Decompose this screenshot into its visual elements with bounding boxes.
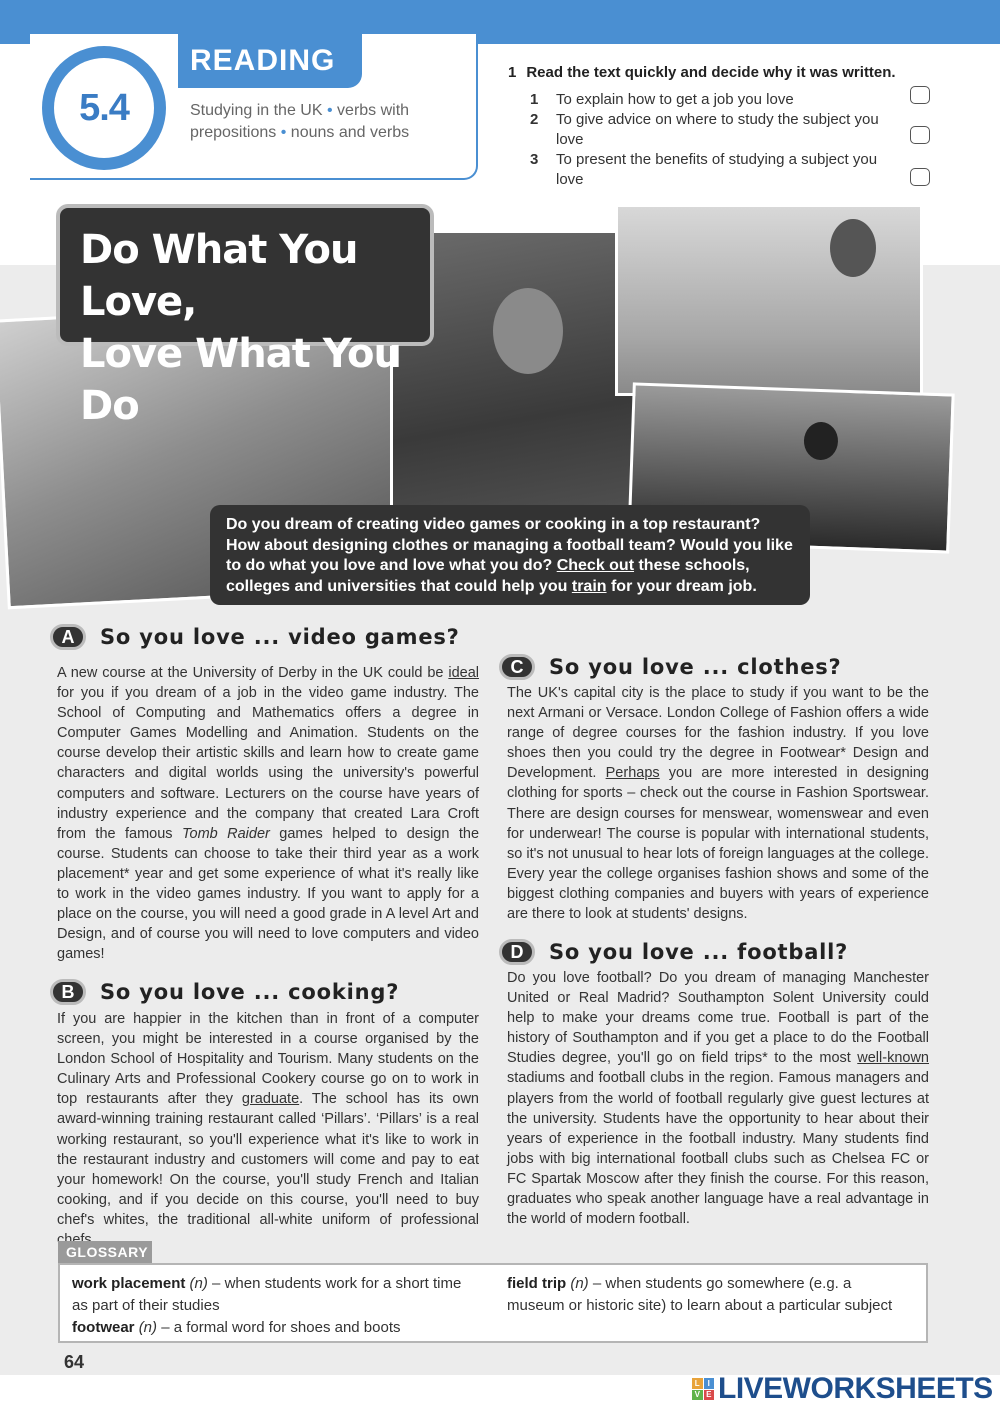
bullet-separator: • xyxy=(280,124,287,141)
article-title-line-2: Love What You Do xyxy=(80,331,401,429)
section-c-text xyxy=(507,683,929,924)
text-run: games helped to design the course. Students can choose to take their third year as a work placement* year and get some experience of what it's really like to work in the video games industry. If you want to apply for a place on the course, you will need a good grade in A level Art and Design, and of course you will need to love computers and video games! xyxy=(57,825,480,963)
option-1-checkbox[interactable] xyxy=(910,86,930,104)
option-text: To give advice on where to study the subject you love xyxy=(556,111,879,148)
option-number: 2 xyxy=(530,111,539,128)
designer-face xyxy=(830,219,876,277)
glossary-pos: (n) xyxy=(570,1275,589,1292)
glossary-label: GLOSSARY xyxy=(58,1241,152,1263)
section-b-title: So you love ... cooking? xyxy=(100,980,400,1004)
glossary-entry-footwear xyxy=(72,1317,472,1339)
section-b-badge: B xyxy=(50,979,86,1005)
glossary-definition: – when students work for a short time as part of their studies xyxy=(72,1275,462,1314)
article-title-box xyxy=(56,204,434,429)
glossary-definition: – when students go somewhere (e.g. a museum or historic site) to learn about a particular subject xyxy=(507,1275,893,1314)
instruction-text: Read the text quickly and decide why it was written. xyxy=(526,64,896,81)
section-label: READING xyxy=(178,34,362,88)
glossary-pos: (n) xyxy=(138,1319,158,1336)
section-d-heading xyxy=(499,939,848,965)
option-text: To present the benefits of studying a subject you love xyxy=(556,151,878,188)
brand-name: LIVEWORKSHEETS xyxy=(718,1372,993,1405)
text-run: Do you love football? Do you dream of managing Manchester United or Real Madrid? Southampton Solent University could help to make your dreams come true. Football is part of the history of Southampton and if you get a place to do the Football Studies degree, you'll go on field trips* to the most xyxy=(507,970,929,1067)
option-3-checkbox[interactable] xyxy=(910,168,930,186)
option-text: To explain how to get a job you love xyxy=(556,91,794,108)
student-face xyxy=(493,288,563,374)
glossary-term: work placement xyxy=(72,1275,186,1292)
text-run: stadiums and football clubs in the region. Famous managers and players from the world of football regularly give guest lectures at the university. Students have the opportunity to hear about their years of experience in the football industry. Many students find jobs with big international football clubs such as Chelsea FC or FC Spartak Moscow after they finish the course. For this reason, graduates who speak another language have a real advantage in the world of modern football. xyxy=(507,1070,929,1228)
glossary-box xyxy=(58,1263,928,1343)
text-run: for you if you dream of a job in the video game industry. The School of Computing and Mathematics offers a degree in Computer Games Modelling and Animation. Students on the course develop their artistic skills and learn how to create game characters and digital worlds using the university's powerful computers and software. Lecturers on the course have years of industry experience and the company that created Lara Croft from the famous xyxy=(57,685,479,842)
article-title-line-1: Do What You Love, xyxy=(80,227,358,325)
section-a-title: So you love ... video games? xyxy=(100,625,460,649)
subtitle-topic-1: Studying in the UK xyxy=(190,102,323,119)
section-d-badge: D xyxy=(499,939,535,965)
option-2 xyxy=(508,110,908,150)
section-c-badge: C xyxy=(499,654,535,680)
intro-text: these schools, colleges and universities that could help you xyxy=(226,557,750,595)
section-a-badge: A xyxy=(50,624,86,650)
glossary-definition: – a formal word for shoes and boots xyxy=(157,1319,401,1336)
glossary-term: footwear xyxy=(72,1319,135,1336)
section-c-heading xyxy=(499,654,842,680)
article-intro xyxy=(210,505,810,605)
subtitle-topic-2: verbs with prepositions xyxy=(190,102,410,141)
liveworksheets-icon: L I V E xyxy=(692,1378,714,1400)
section-d-title: So you love ... football? xyxy=(549,940,849,964)
section-d-text xyxy=(507,968,929,1229)
bullet-separator: • xyxy=(326,102,333,119)
option-number: 1 xyxy=(530,91,539,108)
vocab-train: train xyxy=(571,577,607,595)
option-number: 3 xyxy=(530,151,539,168)
text-run: A new course at the University of Derby in the UK could be xyxy=(57,665,449,681)
option-3 xyxy=(508,150,908,190)
vocab-perhaps: Perhaps xyxy=(605,765,660,782)
glossary-left-column xyxy=(72,1273,472,1339)
liveworksheets-logo[interactable] xyxy=(692,1372,993,1406)
section-b-heading xyxy=(50,979,399,1005)
fan-silhouette xyxy=(803,421,838,460)
section-a-heading xyxy=(50,624,460,650)
tomb-raider-title: Tomb Raider xyxy=(181,825,270,842)
vocab-check-out: Check out xyxy=(556,557,635,574)
text-run: If you are happier in the kitchen than in front of a computer screen, you might be interested in a course organised by the London School of Hospitality and Tourism. Many students on the Culinary Arts and Professional Cookery course go on to work in top restaurants after they xyxy=(57,1011,479,1108)
option-1 xyxy=(508,90,908,110)
exercise-number: 1 xyxy=(508,64,517,81)
section-a-text xyxy=(57,663,479,964)
text-run: The UK's capital city is the place to study if you want to be the next Armani or Versace. London College of Fashion offers a wide range of degree courses for the fashion industry. If you love shoes then you could try the degree in Footwear* Design and Development. xyxy=(507,685,929,782)
glossary-entry-work-placement xyxy=(72,1273,472,1317)
text-run: . The school has its own award-winning training restaurant called ‘Pillars’. ‘Pillars’ is a real working restaurant, so you'll experience what it's like to work in the restaurant industry and customers will come and pay to eat your homework! On the course, you'll study French and Italian cooking, and if you decide on this course, you'll need to buy chef's whites, the traditional all-white uniform of professional xyxy=(57,1091,479,1228)
intro-text: Do you dream of creating video games or cooking in a top restaurant? How about designing clothes or managing a football team? Would you like to do what you love and love what you do? xyxy=(226,516,793,574)
exercise-instruction xyxy=(508,62,938,84)
page-number: 64 xyxy=(64,1352,85,1372)
glossary-term: field trip xyxy=(507,1275,567,1292)
fashion-studio-photo xyxy=(615,204,923,396)
subtitle-topic-3: nouns and verbs xyxy=(290,124,410,141)
unit-number: 5.4 xyxy=(54,58,154,158)
option-2-checkbox[interactable] xyxy=(910,126,930,144)
vocab-well-known: well-known xyxy=(857,1050,929,1067)
glossary-pos: (n) xyxy=(189,1275,208,1292)
unit-subtitle xyxy=(190,100,460,144)
exercise-1 xyxy=(508,62,938,190)
section-b-text xyxy=(57,1009,479,1250)
intro-text: for your dream job. xyxy=(606,577,757,595)
section-c-title: So you love ... clothes? xyxy=(549,655,842,679)
vocab-ideal: ideal xyxy=(448,665,479,681)
text-run: you are more interested in designing clothing for sports – check out the course in Fashion Sportswear. There are design courses for menswear, womenswear and even for underwear! The course is popular with international students, so it's not unusual to hear lots of foreign languages at the college. Every year the college organises fashion shows and some of the biggest clothing companies and buyers with years of experience are there to look at students' designs. xyxy=(507,765,929,923)
glossary-entry-field-trip xyxy=(507,1273,897,1317)
unit-badge xyxy=(42,46,166,170)
vocab-graduate: graduate xyxy=(241,1091,300,1108)
glossary-right-column xyxy=(507,1273,897,1317)
